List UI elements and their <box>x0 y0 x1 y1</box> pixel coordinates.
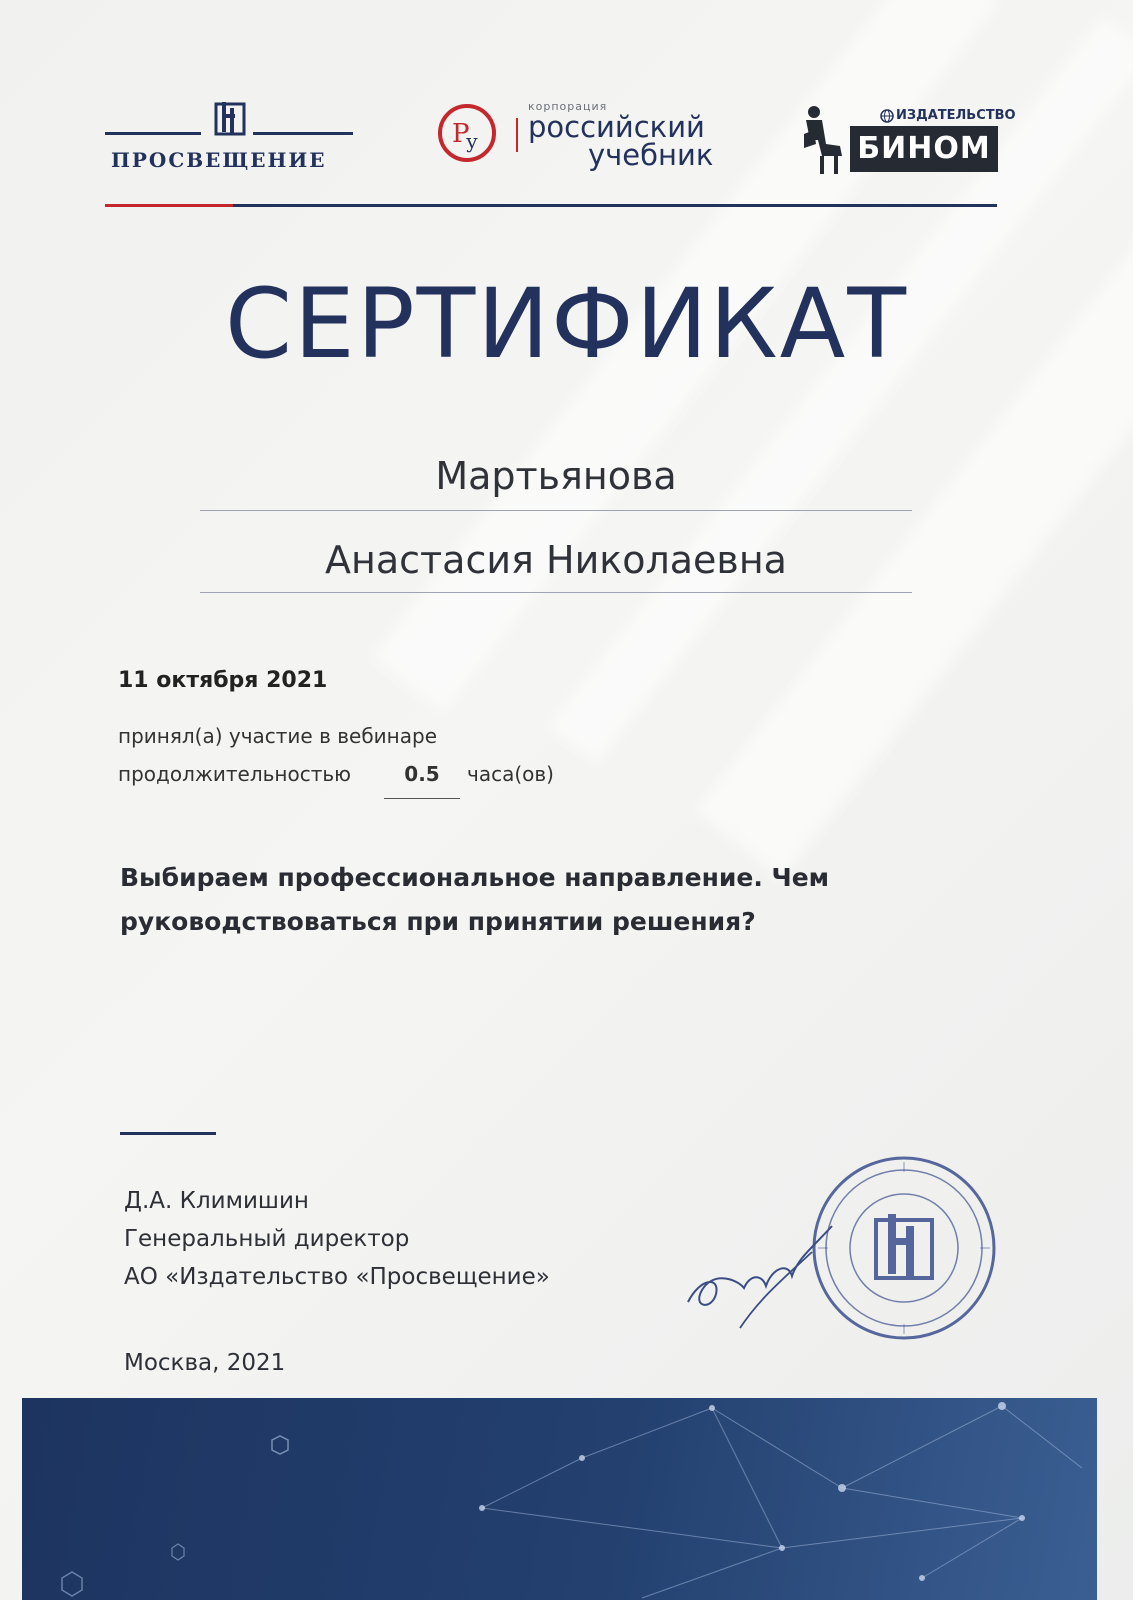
logo-binom-publisher: ИЗДАТЕЛЬСТВО <box>896 108 1016 123</box>
event-date: 11 октября 2021 <box>118 668 328 693</box>
signatory-organization: АО «Издательство «Просвещение» <box>124 1264 550 1290</box>
network-pattern-icon <box>22 1398 1097 1600</box>
logo-separator <box>516 118 518 152</box>
duration-unit: часа(ов) <box>467 762 554 786</box>
surname-underline <box>200 510 912 511</box>
given-names-underline <box>200 592 912 593</box>
header-divider <box>105 204 997 207</box>
webinar-topic: Выбираем профессиональное направление. Чем руководствоваться при принятии решения? <box>120 863 830 936</box>
certificate-title: СЕРТИФИКАТ <box>225 268 908 380</box>
signatory-name: Д.А. Климишин <box>124 1188 309 1214</box>
signatory-position: Генеральный директор <box>124 1226 410 1252</box>
handwritten-signature <box>680 1218 850 1338</box>
logo-rossiyskiy-uchebnik <box>440 100 740 170</box>
logo-ru-corp: корпорация <box>528 100 608 113</box>
logo-binom-name: БИНОМ <box>850 126 998 172</box>
logo-binom <box>800 100 1016 180</box>
duration-underline <box>384 798 460 799</box>
logo-ru-line1: российский <box>528 110 705 144</box>
footer-network-band <box>22 1398 1097 1600</box>
logo-prosveshchenie-text: ПРОСВЕЩЕНИЕ <box>111 148 327 172</box>
duration-label: продолжительностью <box>118 762 351 786</box>
duration-value: 0.5 <box>404 762 440 786</box>
prosveshchenie-emblem-icon <box>213 100 247 138</box>
participation-text: принял(а) участие в вебинаре <box>118 724 437 748</box>
svg-text:Р: Р <box>452 119 470 149</box>
recipient-given-names: Анастасия Николаевна <box>325 538 787 582</box>
signature-accent-rule <box>120 1132 216 1135</box>
reader-figure-icon <box>800 104 846 176</box>
logo-ru-line2: учебник <box>588 138 714 172</box>
logo-prosveshchenie <box>105 100 355 170</box>
globe-icon <box>880 109 894 123</box>
svg-text:у: у <box>466 129 478 153</box>
place-year: Москва, 2021 <box>124 1350 286 1376</box>
ru-circle-icon <box>436 102 498 164</box>
recipient-surname: Мартьянова <box>435 454 677 498</box>
